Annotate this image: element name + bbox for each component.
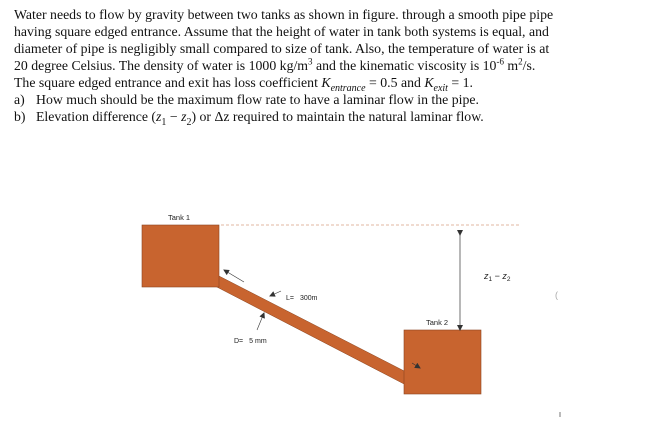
problem-line: 20 degree Celsius. The density of water is 1000 $kg/m^3$ and the kinematic viscosity is $10^{-6}$ $m^2/s$. (14, 56, 536, 73)
pipe (213, 276, 414, 385)
tank-1 (142, 225, 219, 287)
problem-line: diameter of pipe is negligibly small compared to size of tank. Also, the temperature of water is at (14, 41, 550, 56)
k-exit-symbol: K (424, 75, 434, 90)
problem-line: The square edged entrance and exit has loss coefficient $K_{entrance} = 0.5$ and $K_{exit} = 1$. (14, 75, 473, 94)
question-b: b) Elevation difference $(z_1 - z_2)$ or Δz required to maintain the natural laminar flow. (14, 109, 484, 128)
tank-1-label: Tank 1 (168, 213, 191, 222)
diameter-label: D= 5 mm (234, 338, 267, 345)
tank-2-label: Tank 2 (426, 318, 449, 327)
elevation-label: $z_1 - z_2$ (484, 271, 511, 283)
length-pointer-arrow (270, 291, 281, 296)
problem-line: Water needs to flow by gravity between two tanks as shown in figure. through a smooth pipe pipe (14, 7, 554, 22)
k-entrance-symbol: K (321, 75, 331, 90)
question-a: a) How much should be the maximum flow rate to have a laminar flow in the pipe. (14, 92, 479, 107)
tank-2 (404, 330, 481, 394)
length-label: L= 300m (286, 295, 318, 302)
stray-mark: ( (555, 290, 558, 300)
diameter-arrow (257, 313, 264, 330)
problem-line: having square edged entrance. Assume that the height of water in tank both systems is equal, and (14, 24, 549, 39)
